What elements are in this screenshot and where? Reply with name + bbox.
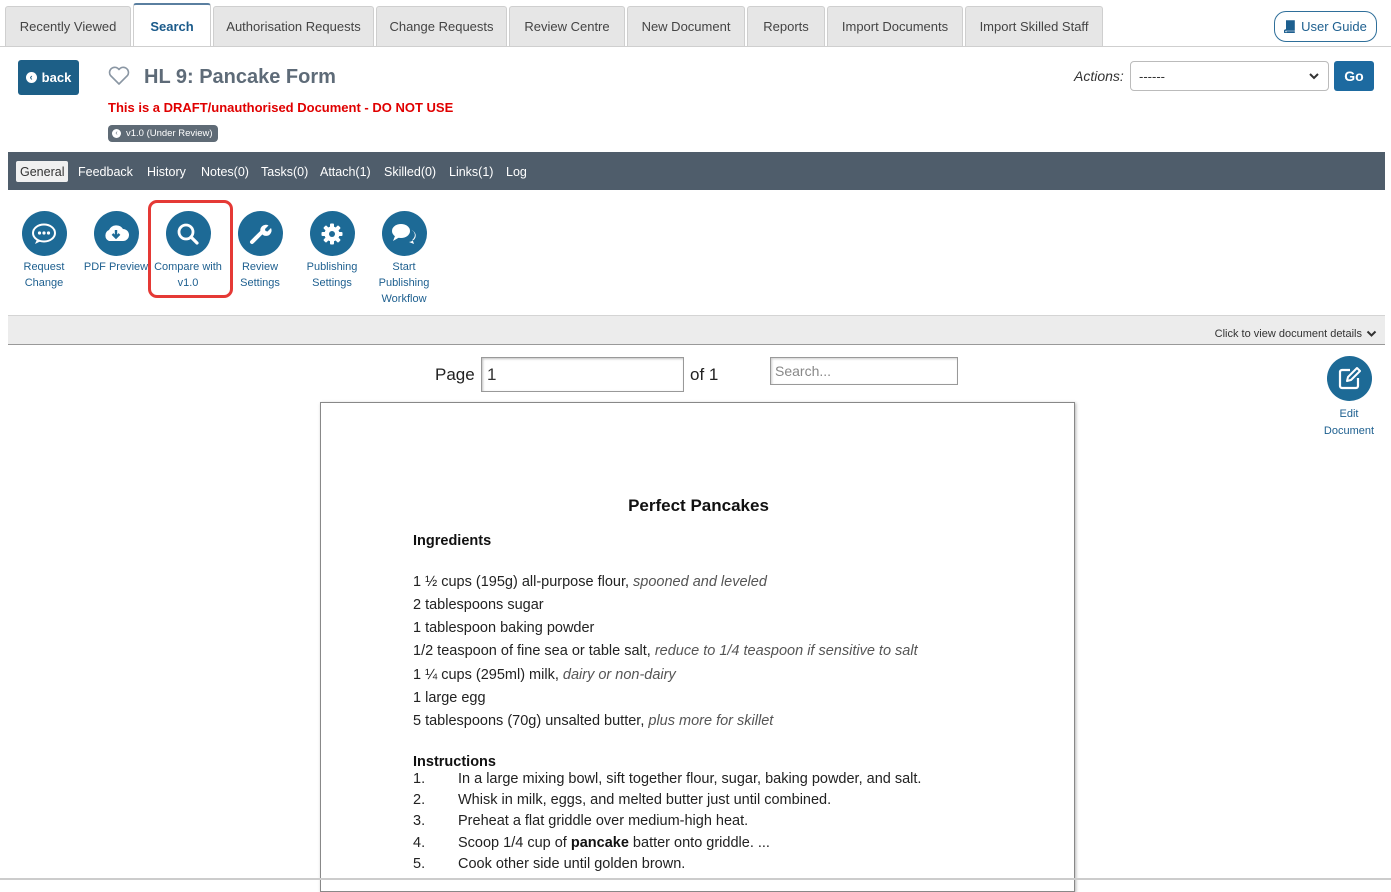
top-tab-bar: [0, 0, 1391, 47]
step-text: Preheat a flat griddle over medium-high heat.: [458, 813, 749, 829]
go-button[interactable]: Go: [1334, 61, 1374, 91]
instruction-step: [413, 813, 748, 829]
back-button[interactable]: [18, 60, 79, 95]
step-text: Cook other side until golden brown.: [458, 856, 686, 872]
tab-import-documents[interactable]: Import Documents: [827, 6, 963, 46]
edit-document-button[interactable]: [1314, 356, 1384, 440]
tabs-divider: [0, 46, 1391, 47]
tab-search[interactable]: Search: [133, 3, 211, 47]
back-label: back: [41, 70, 72, 85]
tool-label: v1.0: [177, 277, 199, 289]
subnav-links[interactable]: Links(1): [449, 164, 494, 179]
ingredient-line: [413, 667, 676, 683]
step-number: 3.: [413, 813, 426, 829]
cloud-download-icon: [94, 211, 139, 256]
tool-label: Settings: [240, 277, 280, 289]
step-number: 1.: [413, 771, 426, 787]
ingredient-text: 1 large egg: [413, 690, 486, 706]
subnav-notes[interactable]: Notes(0): [201, 164, 249, 179]
instructions-heading: Instructions: [413, 754, 496, 770]
tool-label: Start: [392, 261, 416, 273]
tab-review-centre[interactable]: Review Centre: [509, 6, 625, 46]
tab-recently-viewed[interactable]: Recently Viewed: [5, 6, 131, 46]
wrench-icon: [238, 211, 283, 256]
tab-change-requests[interactable]: Change Requests: [376, 6, 507, 46]
ingredient-text: 5 tablespoons (70g) unsalted butter,: [413, 713, 649, 729]
step-bold-text: pancake: [570, 835, 629, 851]
document-search-input[interactable]: Search...: [770, 357, 958, 385]
actions-select[interactable]: [1130, 61, 1329, 91]
view-details-toggle[interactable]: [1215, 328, 1377, 340]
user-guide-label: User Guide: [1301, 19, 1367, 34]
step-text-end: batter onto griddle. ...: [628, 835, 770, 851]
draft-warning: This is a DRAFT/unauthorised Document - DO NOT USE: [108, 100, 454, 115]
highlight-box: [148, 200, 233, 298]
edit-icon: [1327, 356, 1372, 401]
step-number: 5.: [413, 856, 426, 872]
actions-selected-value: ------: [1139, 68, 1165, 84]
page-label: Page: [435, 365, 475, 384]
ingredient-line: [413, 713, 773, 729]
ingredient-note: spooned and leveled: [633, 574, 767, 590]
tab-import-skilled-staff[interactable]: Import Skilled Staff: [965, 6, 1103, 46]
user-guide-button[interactable]: [1274, 11, 1377, 42]
subnav-skilled[interactable]: Skilled(0): [384, 164, 437, 179]
ingredient-text: 1 tablespoon baking powder: [413, 620, 595, 636]
document-details-bar: [8, 315, 1385, 345]
page-title: HL 9: Pancake Form: [144, 66, 336, 88]
details-link-label: Click to view document details: [1214, 328, 1362, 340]
ingredient-line: [413, 620, 594, 636]
chevron-down-icon: [1366, 330, 1377, 338]
subnav-feedback[interactable]: Feedback: [78, 164, 133, 179]
ingredient-note: dairy or non-dairy: [562, 667, 676, 683]
subnav-history[interactable]: History: [147, 164, 186, 179]
tool-label: PDF Preview: [83, 261, 149, 273]
step-text: In a large mixing bowl, sift together flour, sugar, baking powder, and salt.: [458, 771, 922, 787]
chevron-left-icon: ‹: [26, 72, 37, 83]
tool-label: Publishing: [306, 261, 358, 273]
ingredients-heading: Ingredients: [413, 533, 492, 549]
ingredient-text: 1/2 teaspoon of fine sea or table salt,: [413, 643, 655, 659]
subnav-general[interactable]: General: [16, 161, 68, 182]
instruction-step: [413, 856, 685, 872]
page-count-label: of 1: [690, 365, 719, 384]
version-badge[interactable]: [108, 125, 218, 142]
gear-icon: [310, 211, 355, 256]
document-subnav: [8, 152, 1385, 190]
chat-icon: [22, 211, 67, 256]
page-number-input[interactable]: 1: [481, 357, 684, 392]
book-icon: [1284, 20, 1296, 33]
step-number: 2.: [413, 792, 426, 808]
subnav-tasks[interactable]: Tasks(0): [261, 164, 309, 179]
ingredient-line: [413, 597, 544, 613]
step-number: 4.: [413, 835, 426, 851]
publishing-settings-button[interactable]: [296, 211, 368, 291]
subnav-attach[interactable]: Attach(1): [320, 164, 371, 179]
ingredient-text: 2 tablespoons sugar: [413, 597, 544, 613]
ingredient-line: [413, 690, 486, 706]
step-text: Whisk in milk, eggs, and melted butter just until combined.: [458, 792, 832, 808]
document-page: [320, 402, 1075, 892]
heart-icon[interactable]: [108, 66, 130, 86]
version-badge-label: v1.0 (Under Review): [126, 128, 213, 139]
ingredient-note: plus more for skillet: [648, 713, 774, 729]
tab-authorisation-requests[interactable]: Authorisation Requests: [213, 6, 374, 46]
instruction-step: [413, 771, 921, 787]
chevron-down-icon: [1308, 70, 1320, 82]
tool-label: Settings: [312, 277, 352, 289]
ingredient-text: 1 ¼ cups (295ml) milk,: [413, 667, 563, 683]
tool-label: Review: [241, 261, 279, 273]
ingredient-line: [413, 643, 918, 659]
pdf-preview-button[interactable]: [80, 211, 152, 275]
tool-label: Publishing: [378, 277, 430, 289]
instruction-step: [413, 835, 770, 851]
recipe-title: Perfect Pancakes: [628, 496, 769, 515]
request-change-button[interactable]: [8, 211, 80, 291]
step-text: Scoop 1/4 cup of: [458, 835, 571, 851]
ingredient-text: 1 ½ cups (195g) all-purpose flour,: [413, 574, 634, 590]
tool-label: Change: [24, 277, 64, 289]
edit-label: Edit: [1339, 408, 1359, 420]
edit-label: Document: [1323, 425, 1375, 437]
comments-icon: [382, 211, 427, 256]
review-settings-button[interactable]: [224, 211, 296, 291]
tab-new-document[interactable]: New Document: [627, 6, 745, 46]
ingredient-note: reduce to 1/4 teaspoon if sensitive to salt: [654, 643, 918, 659]
ingredient-line: [413, 574, 767, 590]
tool-label: Workflow: [381, 293, 427, 305]
tab-reports[interactable]: Reports: [747, 6, 825, 46]
tool-label: Request: [23, 261, 65, 273]
actions-label: Actions:: [1074, 68, 1124, 84]
instruction-step: [413, 792, 831, 808]
start-publishing-workflow-button[interactable]: [368, 211, 440, 307]
subnav-log[interactable]: Log: [506, 164, 527, 179]
chevron-left-icon: ‹: [112, 129, 121, 138]
tool-label: Compare with: [154, 261, 222, 273]
